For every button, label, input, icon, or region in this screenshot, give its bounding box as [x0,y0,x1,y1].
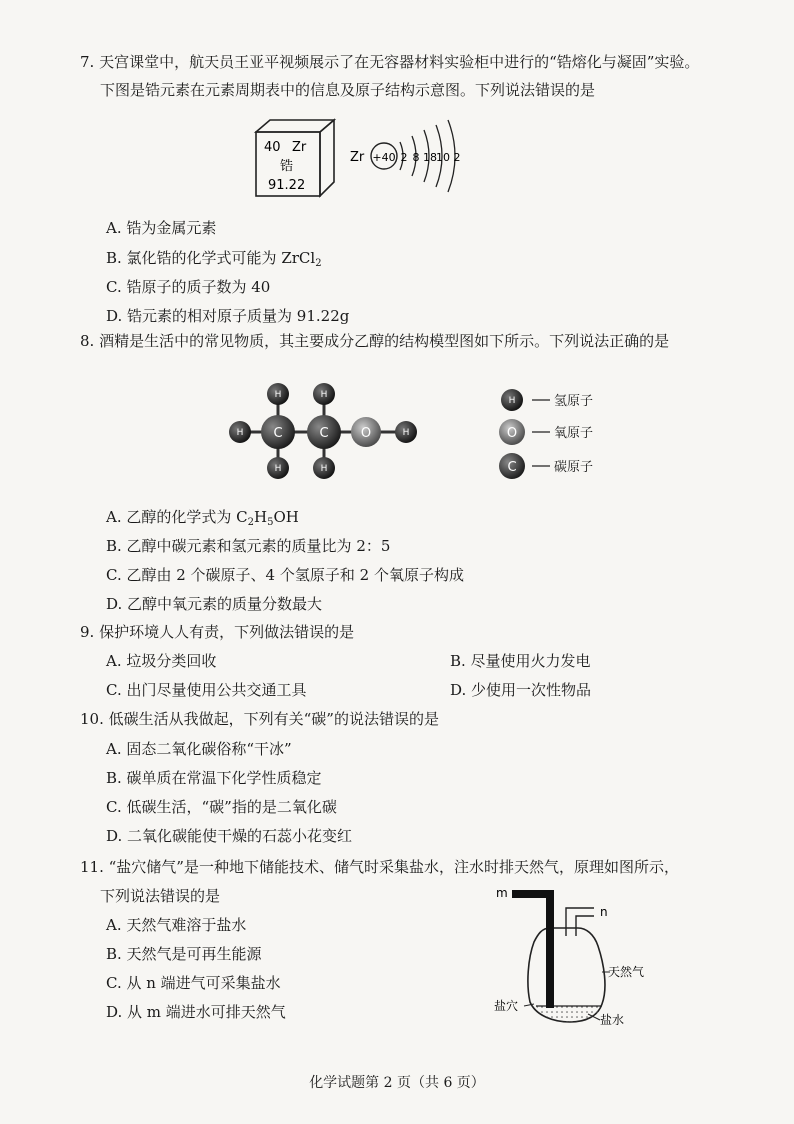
q9-option-a: A. 垃圾分类回收 [106,652,217,670]
element-number: 40 [264,140,281,155]
element-cell [256,120,334,196]
q7-option-c: C. 锆原子的质子数为 40 [106,278,271,296]
element-symbol: Zr [292,140,307,155]
q8-option-d: D. 乙醇中氧元素的质量分数最大 [106,595,323,613]
ethanol-model [220,374,620,486]
q7-option-a: A. 锆为金属元素 [106,219,217,237]
atom-structure-diagram [350,120,461,192]
q9-option-c: C. 出门尽量使用公共交通工具 [106,681,307,699]
svg-text:H: H [236,428,244,438]
nucleus-charge: +40 [372,151,396,164]
svg-text:O: O [506,426,518,441]
label-n: n [600,905,608,919]
q7-stem-line2: 下图是锆元素在元素周期表中的信息及原子结构示意图。下列说法错误的是 [100,81,596,99]
q9-option-b: B. 尽量使用火力发电 [450,652,591,670]
svg-text:H: H [508,396,516,406]
q8-stem: 8. 酒精是生活中的常见物质，其主要成分乙醇的结构模型图如下所示。下列说法正确的是 [80,332,670,350]
q11-stem-line1: 11. “盐穴储气”是一种地下储能技术、储气时采集盐水，注水时排天然气，原理如图所示， [80,858,679,876]
q8-option-a: A. 乙醇的化学式为 $C_2H_5OH$ [106,508,299,528]
label-m: m [496,886,508,900]
svg-text:C: C [273,426,283,441]
q9-option-d: D. 少使用一次性物品 [450,681,592,699]
legend-oxygen: 氧原子 [554,426,594,441]
q10-option-b: B. 碳单质在常温下化学性质稳定 [106,769,322,787]
shell-2: 8 [412,151,420,164]
svg-text:H: H [320,390,328,400]
q11-option-a: A. 天然气难溶于盐水 [106,916,247,934]
q11-option-c: C. 从 n 端进气可采集盐水 [106,974,281,992]
page-footer: 化学试题第 2 页（共 6 页） [309,1075,485,1091]
q7-option-d: D. 锆元素的相对原子质量为 91.22g [106,307,350,325]
pipe-m [546,890,554,1008]
q7-stem-line1: 7. 天宫课堂中，航天员王亚平视频展示了在无容器材料实验柜中进行的“锆熔化与凝固”实验。 [80,53,700,71]
brine-pool [536,1006,602,1022]
q11-stem-line2: 下列说法错误的是 [100,887,221,905]
svg-text:H: H [402,428,410,438]
q10-option-d: D. 二氧化碳能使干燥的石蕊小花变红 [106,827,353,845]
q11-option-b: B. 天然气是可再生能源 [106,945,262,963]
q11-option-d: D. 从 m 端进水可排天然气 [106,1003,286,1021]
zirconium-figure [250,118,490,202]
q8-option-b: B. 乙醇中碳元素和氢元素的质量比为 2：5 [106,537,391,555]
svg-text:H: H [274,464,282,474]
legend-hydrogen: 氢原子 [554,394,594,409]
legend-carbon: 碳原子 [554,460,594,475]
salt-cavern-diagram [490,880,660,1030]
label-salt-cavern: 盐穴 [494,999,519,1013]
shell-1: 2 [400,151,408,164]
element-mass: 91.22 [268,178,306,193]
model-legend [499,389,593,479]
label-natural-gas: 天然气 [608,965,645,979]
q10-option-a: A. 固态二氧化碳俗称“干冰” [106,740,292,758]
svg-text:H: H [274,390,282,400]
svg-text:O: O [360,426,372,441]
q10-stem: 10. 低碳生活从我做起，下列有关“碳”的说法错误的是 [80,710,439,728]
q8-option-c: C. 乙醇由 2 个碳原子、4 个氢原子和 2 个氧原子构成 [106,566,464,584]
svg-text:C: C [319,426,329,441]
shell-3: 18 [423,151,437,164]
shell-5: 2 [453,151,461,164]
element-name: 锆 [280,159,294,174]
q7-option-b: B. 氯化锆的化学式可能为 ZrCl$_2$ [106,249,322,269]
svg-text:H: H [320,464,328,474]
svg-text:C: C [507,460,517,475]
q10-option-c: C. 低碳生活，“碳”指的是二氧化碳 [106,798,337,816]
label-brine: 盐水 [600,1013,625,1027]
shell-4: 10 [436,151,450,164]
q9-stem: 9. 保护环境人人有责，下列做法错误的是 [80,623,355,641]
atom-symbol: Zr [350,150,365,165]
